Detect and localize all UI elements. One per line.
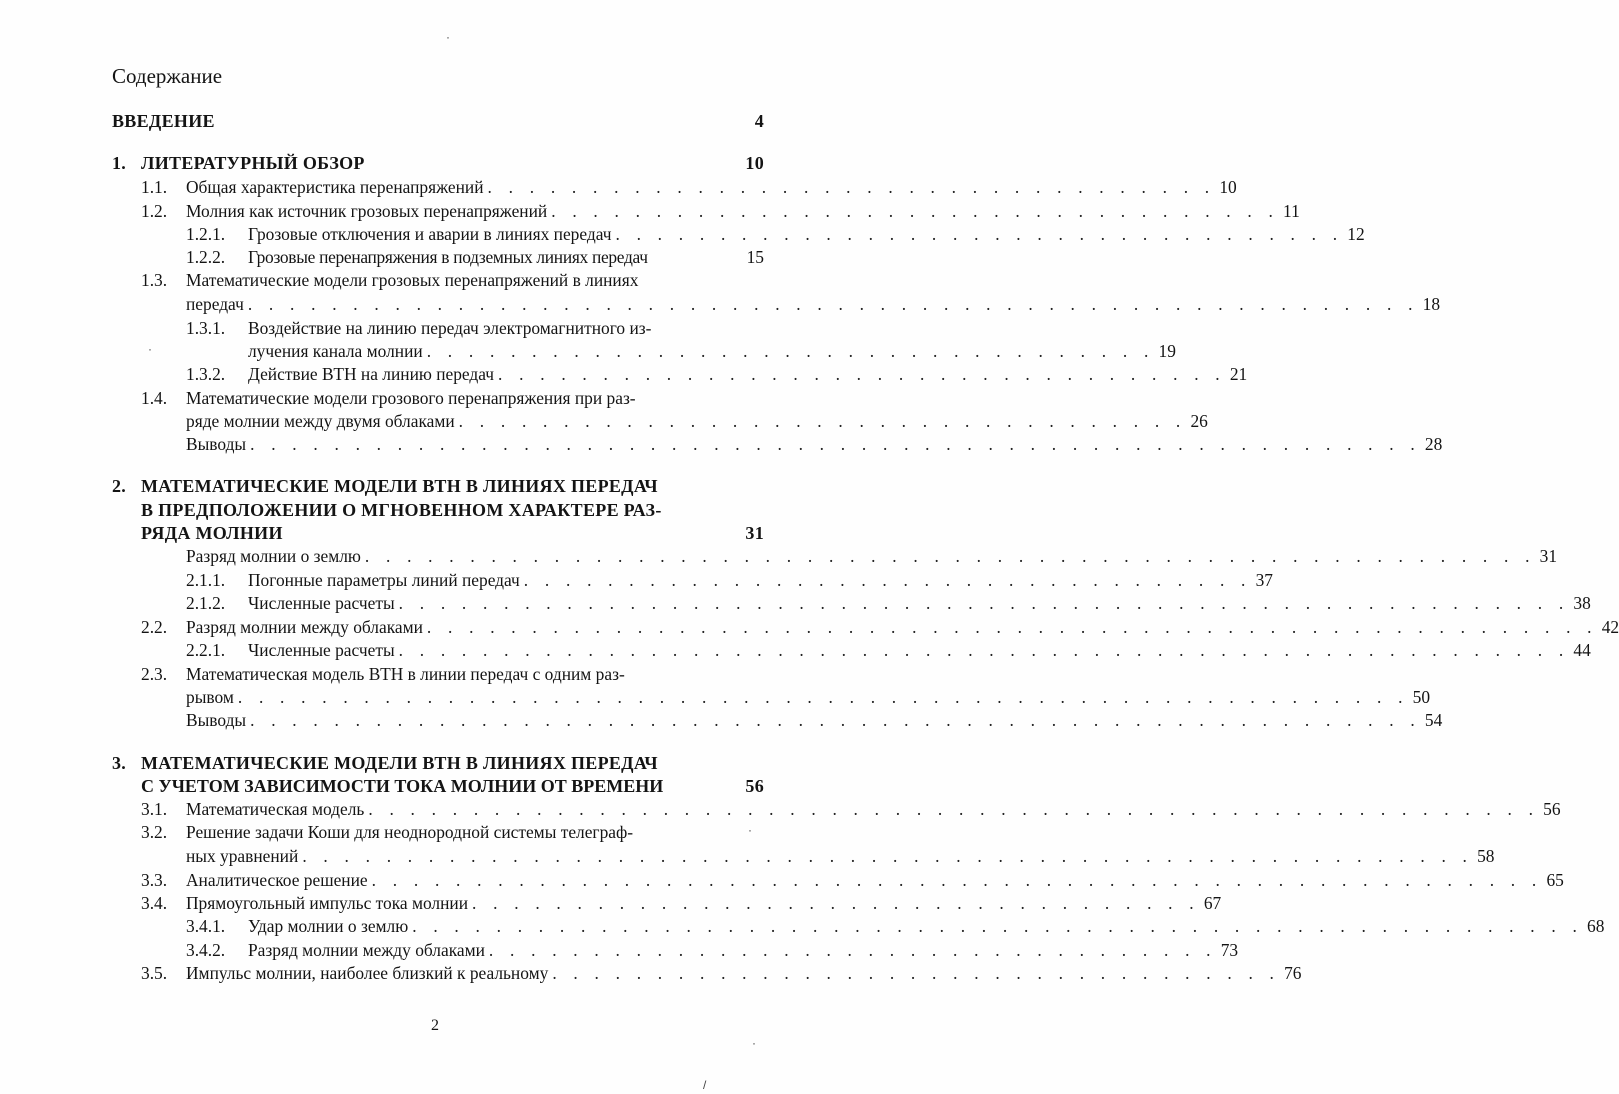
toc-conclusions-2[interactable] [112,710,1443,734]
toc-leader-dots: . . . . . . . . . . . . . . . . . . . . . . . . . . . . . . . . . . . . . . . . . . . . . . . . . . . . . . . . [398,593,1570,613]
toc-leader-dots: . . . . . . . . . . . . . . . . . . . . . . . . . . . . . . . . . . . . . . . . . . . . . . . . . . . . . . . . [250,434,1421,454]
toc-entry-page: 68 [1587,916,1605,936]
toc-entry-number: 3.4.2. [186,940,226,960]
toc-entry-page: 67 [1203,893,1222,913]
toc-entry-page: 4 [754,111,764,131]
toc-conclusions-1[interactable] [112,434,1443,458]
toc-entry-title: ВВЕДЕНИЕ [112,111,215,131]
toc-leader-dots: . . . . . . . . . . . . . . . . . . . . . . . . . . . . . . . . . . . [615,224,1344,244]
toc-entry-page: 73 [1220,940,1239,960]
toc-section-1-1[interactable] [112,177,1237,201]
toc-subsection-1-2-2[interactable] [112,247,764,271]
toc-entry-number: 3.3. [141,870,168,890]
toc-entry-title: Разряд молнии между облаками [186,617,423,637]
toc-section-3-4[interactable] [112,893,1222,917]
toc-entry-page: 58 [1477,846,1495,866]
toc-leader-dots: . . . . . . . . . . . . . . . . . . . . . . . . . . . . . . . . . . . . . . . . . . . . . . . . . . . . . . . . [250,710,1421,730]
toc-entry-title: С УЧЕТОМ ЗАВИСИМОСТИ ТОКА МОЛНИИ ОТ ВРЕМЕНИ [141,776,664,796]
toc-subsection-2-1-1[interactable] [112,570,1273,594]
toc-chapter-2-cont2[interactable] [112,523,764,547]
toc-entry-title: Грозовые отключения и аварии в линиях передач [248,224,612,244]
toc-subsection-3-4-1[interactable] [112,916,1605,940]
toc-entry-title: рывом [186,687,234,707]
toc-entry-page: 37 [1255,570,1273,590]
toc-entry-number: 1.1. [141,177,168,197]
toc-section-1-4[interactable] [112,388,764,412]
toc-entry-number: 3. [112,753,127,773]
toc-entry-title: лучения канала молнии [248,341,423,361]
toc-leader-dots: . . . . . . . . . . . . . . . . . . . . . . . . . . . . . . . . . . . [458,411,1187,431]
toc-entry-title: В ПРЕДПОЛОЖЕНИИ О МГНОВЕННОМ ХАРАКТЕРЕ РАЗ- [141,500,662,520]
toc-leader-dots: . . . . . . . . . . . . . . . . . . . . . . . . . . . . . . . . . . . [426,341,1155,361]
toc-entry-number: 3.2. [141,822,168,842]
toc-chapter-1[interactable] [112,153,764,177]
toc-entry-page: 10 [1219,177,1237,197]
toc-entry-title: Действие ВТН на линию передач [248,364,495,384]
toc-leader-dots: . . . . . . . . . . . . . . . . . . . . . . . . . . . . . . . . . . . . . . . . . . . . . . . . . . . . . . . . [368,799,1540,819]
toc-chapter-3[interactable] [112,753,764,777]
toc-entry-title: Общая характеристика перенапряжений [186,177,484,197]
toc-entry-title: Математическая модель ВТН в линии передач с одним раз- [186,664,625,684]
toc-subsection-1-2-1[interactable] [112,224,1365,248]
toc-section-2-2[interactable] [112,617,1619,641]
toc-entry-page: 11 [1283,201,1300,221]
toc-entry-page: 21 [1229,364,1248,384]
toc-entry-title: Разряд молнии между облаками [248,940,485,960]
toc-leader-dots: . . . . . . . . . . . . . . . . . . . . . . . . . . . . . . . . . . . . . . . . . . . . . . . . . . . . . . . . [412,916,1584,936]
toc-entry-number: 1.4. [141,388,168,408]
toc-entry-page: 10 [745,153,764,173]
toc-entry-title: Погонные параметры линий передач [248,570,520,590]
toc-entry-number: 1.2.1. [186,224,226,244]
toc-entry-title: Математические модели грозовых перенапряжений в линиях [186,270,639,290]
toc-subsection-1-3-1[interactable] [112,318,764,342]
toc-entry-page: 65 [1546,870,1564,890]
toc-leader-dots: . . . . . . . . . . . . . . . . . . . . . . . . . . . . . . . . . . . [551,201,1280,221]
toc-entry-title: Численные расчеты [248,593,395,613]
toc-entry-title: Грозовые перенапряжения в подземных линиях передач [248,247,648,267]
toc-entry-title: Молния как источник грозовых перенапряжений [186,201,548,221]
toc-entry-number: 1.3. [141,270,168,290]
toc-entry-page: 28 [1424,434,1443,454]
toc-chapter-2[interactable] [112,476,764,500]
toc-entry-title: Разряд молнии о землю [186,546,361,566]
toc-section-3-2-cont[interactable] [112,846,1495,870]
toc-entry-number: 3.4.1. [186,916,226,936]
toc-entry-number: 3.1. [141,799,168,819]
footer-page-number: 2 [431,1017,439,1034]
toc-leader-dots: . . . . . . . . . . . . . . . . . . . . . . . . . . . . . . . . . . . . . . . . . . . . . . . . . . . . . . . . [247,294,1419,314]
toc-section-1-2[interactable] [112,201,1300,225]
toc-section-3-1[interactable] [112,799,1561,823]
toc-entry-page: 76 [1284,963,1302,983]
toc-entry-page: 15 [746,247,764,267]
toc-chapter-3-cont[interactable] [112,776,764,800]
toc-entry-title: Математическая модель [186,799,365,819]
toc-entry-number: 3.5. [141,963,168,983]
scan-speck: / [703,1078,707,1092]
toc-entry-page: 44 [1573,640,1591,660]
toc-entry-page: 12 [1347,224,1365,244]
toc-leader-dots: . . . . . . . . . . . . . . . . . . . . . . . . . . . . . . . . . . . [487,177,1216,197]
toc-entry-page: 54 [1424,710,1443,730]
toc-section-1-4-cont[interactable] [112,411,1208,435]
toc-section-3-3[interactable] [112,870,1564,894]
toc-section-3-5[interactable] [112,963,1302,987]
toc-entry-page: 19 [1158,341,1176,361]
toc-entry-title: Аналитическое решение [186,870,368,890]
toc-entry-title: МАТЕМАТИЧЕСКИЕ МОДЕЛИ ВТН В ЛИНИЯХ ПЕРЕДАЧ [141,476,658,496]
toc-leader-dots: . . . . . . . . . . . . . . . . . . . . . . . . . . . . . . . . . . . . . . . . . . . . . . . . . . . . . . . . [237,687,1409,707]
toc-entry-page: 31 [745,523,764,543]
toc-entry-title: Численные расчеты [248,640,395,660]
toc-entry-number: 2.2. [141,617,168,637]
toc-entry-number: 2.1.2. [186,593,226,613]
toc-entry-title: ряде молнии между двумя облаками [186,411,455,431]
scan-speck: · [748,823,752,837]
toc-entry-intro[interactable] [112,111,764,135]
toc-entry-title: ных уравнений [186,846,299,866]
toc-section-2-3[interactable] [112,664,764,688]
toc-leader-dots: . . . . . . . . . . . . . . . . . . . . . . . . . . . . . . . . . . . [498,364,1226,384]
toc-subsection-1-3-2[interactable] [112,364,1248,388]
toc-subsection-3-4-2[interactable] [112,940,1239,964]
toc-entry-title: Прямоугольный импульс тока молнии [186,893,469,913]
toc-entry-title: Математические модели грозового перенапряжения при раз- [186,388,636,408]
toc-entry-page: 56 [1543,799,1561,819]
toc-subsection-2-1-2[interactable] [112,593,1591,617]
toc-entry-number: 1.2. [141,201,168,221]
toc-entry-number: 2.2.1. [186,640,226,660]
toc-entry-page: 26 [1190,411,1208,431]
toc-entry-page: 38 [1573,593,1591,613]
toc-chapter-2-cont[interactable] [112,500,764,524]
toc-leader-dots: . . . . . . . . . . . . . . . . . . . . . . . . . . . . . . . . . . . . . . . . . . . . . . . . . . . . . . . . [398,640,1570,660]
toc-entry-title: Выводы [186,710,247,730]
toc-entry-number: 2. [112,476,127,496]
toc-entry-title: Решение задачи Коши для неоднородной системы телеграф- [186,822,634,842]
toc-entry-title: передач [186,294,244,314]
page-title: Содержание [112,64,223,88]
toc-entry-number: 1.3.1. [186,318,226,338]
toc-entry-title: МАТЕМАТИЧЕСКИЕ МОДЕЛИ ВТН В ЛИНИЯХ ПЕРЕДАЧ [141,753,658,773]
toc-entry-page: 42 [1601,617,1619,637]
toc-section-1-3[interactable] [112,270,764,294]
toc-entry-page: 56 [745,776,764,796]
toc-entry-title: Удар молнии о землю [248,916,409,936]
toc-section-2-1[interactable] [112,546,1558,570]
toc-entry-number: 3.4. [141,893,168,913]
toc-section-3-2[interactable] [112,822,764,846]
toc-entry-page: 50 [1412,687,1431,707]
toc-leader-dots: . . . . . . . . . . . . . . . . . . . . . . . . . . . . . . . . . . . [523,570,1252,590]
toc-subsection-1-3-1-cont[interactable] [112,341,1176,365]
toc-leader-dots: . . . . . . . . . . . . . . . . . . . . . . . . . . . . . . . . . . . . . . . . . . . . . . . . . . . . . . . . [364,546,1536,566]
toc-leader-dots: . . . . . . . . . . . . . . . . . . . . . . . . . . . . . . . . . . . [472,893,1200,913]
toc-entry-number: 1.3.2. [186,364,226,384]
scan-speck: · [148,342,152,356]
toc-section-2-3-cont[interactable] [112,687,1431,711]
toc-entry-page: 18 [1422,294,1441,314]
toc-leader-dots: . . . . . . . . . . . . . . . . . . . . . . . . . . . . . . . . . . . [552,963,1281,983]
toc-subsection-2-2-1[interactable] [112,640,1591,664]
toc-leader-dots: . . . . . . . . . . . . . . . . . . . . . . . . . . . . . . . . . . . . . . . . . . . . . . . . . . . . . . . . [426,617,1598,637]
toc-entry-title: РЯДА МОЛНИИ [141,523,283,543]
scan-speck: · [752,1036,756,1050]
toc-entry-number: 2.3. [141,664,168,684]
toc-leader-dots: . . . . . . . . . . . . . . . . . . . . . . . . . . . . . . . . . . . [488,940,1217,960]
toc-section-1-3-cont[interactable] [112,294,1441,318]
toc-entry-page: 31 [1539,546,1558,566]
toc-entry-title: Выводы [186,434,247,454]
scan-speck: · [446,30,450,44]
toc-entry-title: Воздействие на линию передач электромагнитного из- [248,318,652,338]
toc-leader-dots: . . . . . . . . . . . . . . . . . . . . . . . . . . . . . . . . . . . . . . . . . . . . . . . . . . . . . . . . [302,846,1474,866]
toc-entry-number: 1. [112,153,127,173]
toc-leader-dots: . . . . . . . . . . . . . . . . . . . . . . . . . . . . . . . . . . . . . . . . . . . . . . . . . . . . . . . . [371,870,1543,890]
toc-entry-title: Импульс молнии, наиболее близкий к реальному [186,963,549,983]
toc-entry-number: 2.1.1. [186,570,226,590]
toc-entry-number: 1.2.2. [186,247,226,267]
toc-entry-title: ЛИТЕРАТУРНЫЙ ОБЗОР [141,153,365,173]
